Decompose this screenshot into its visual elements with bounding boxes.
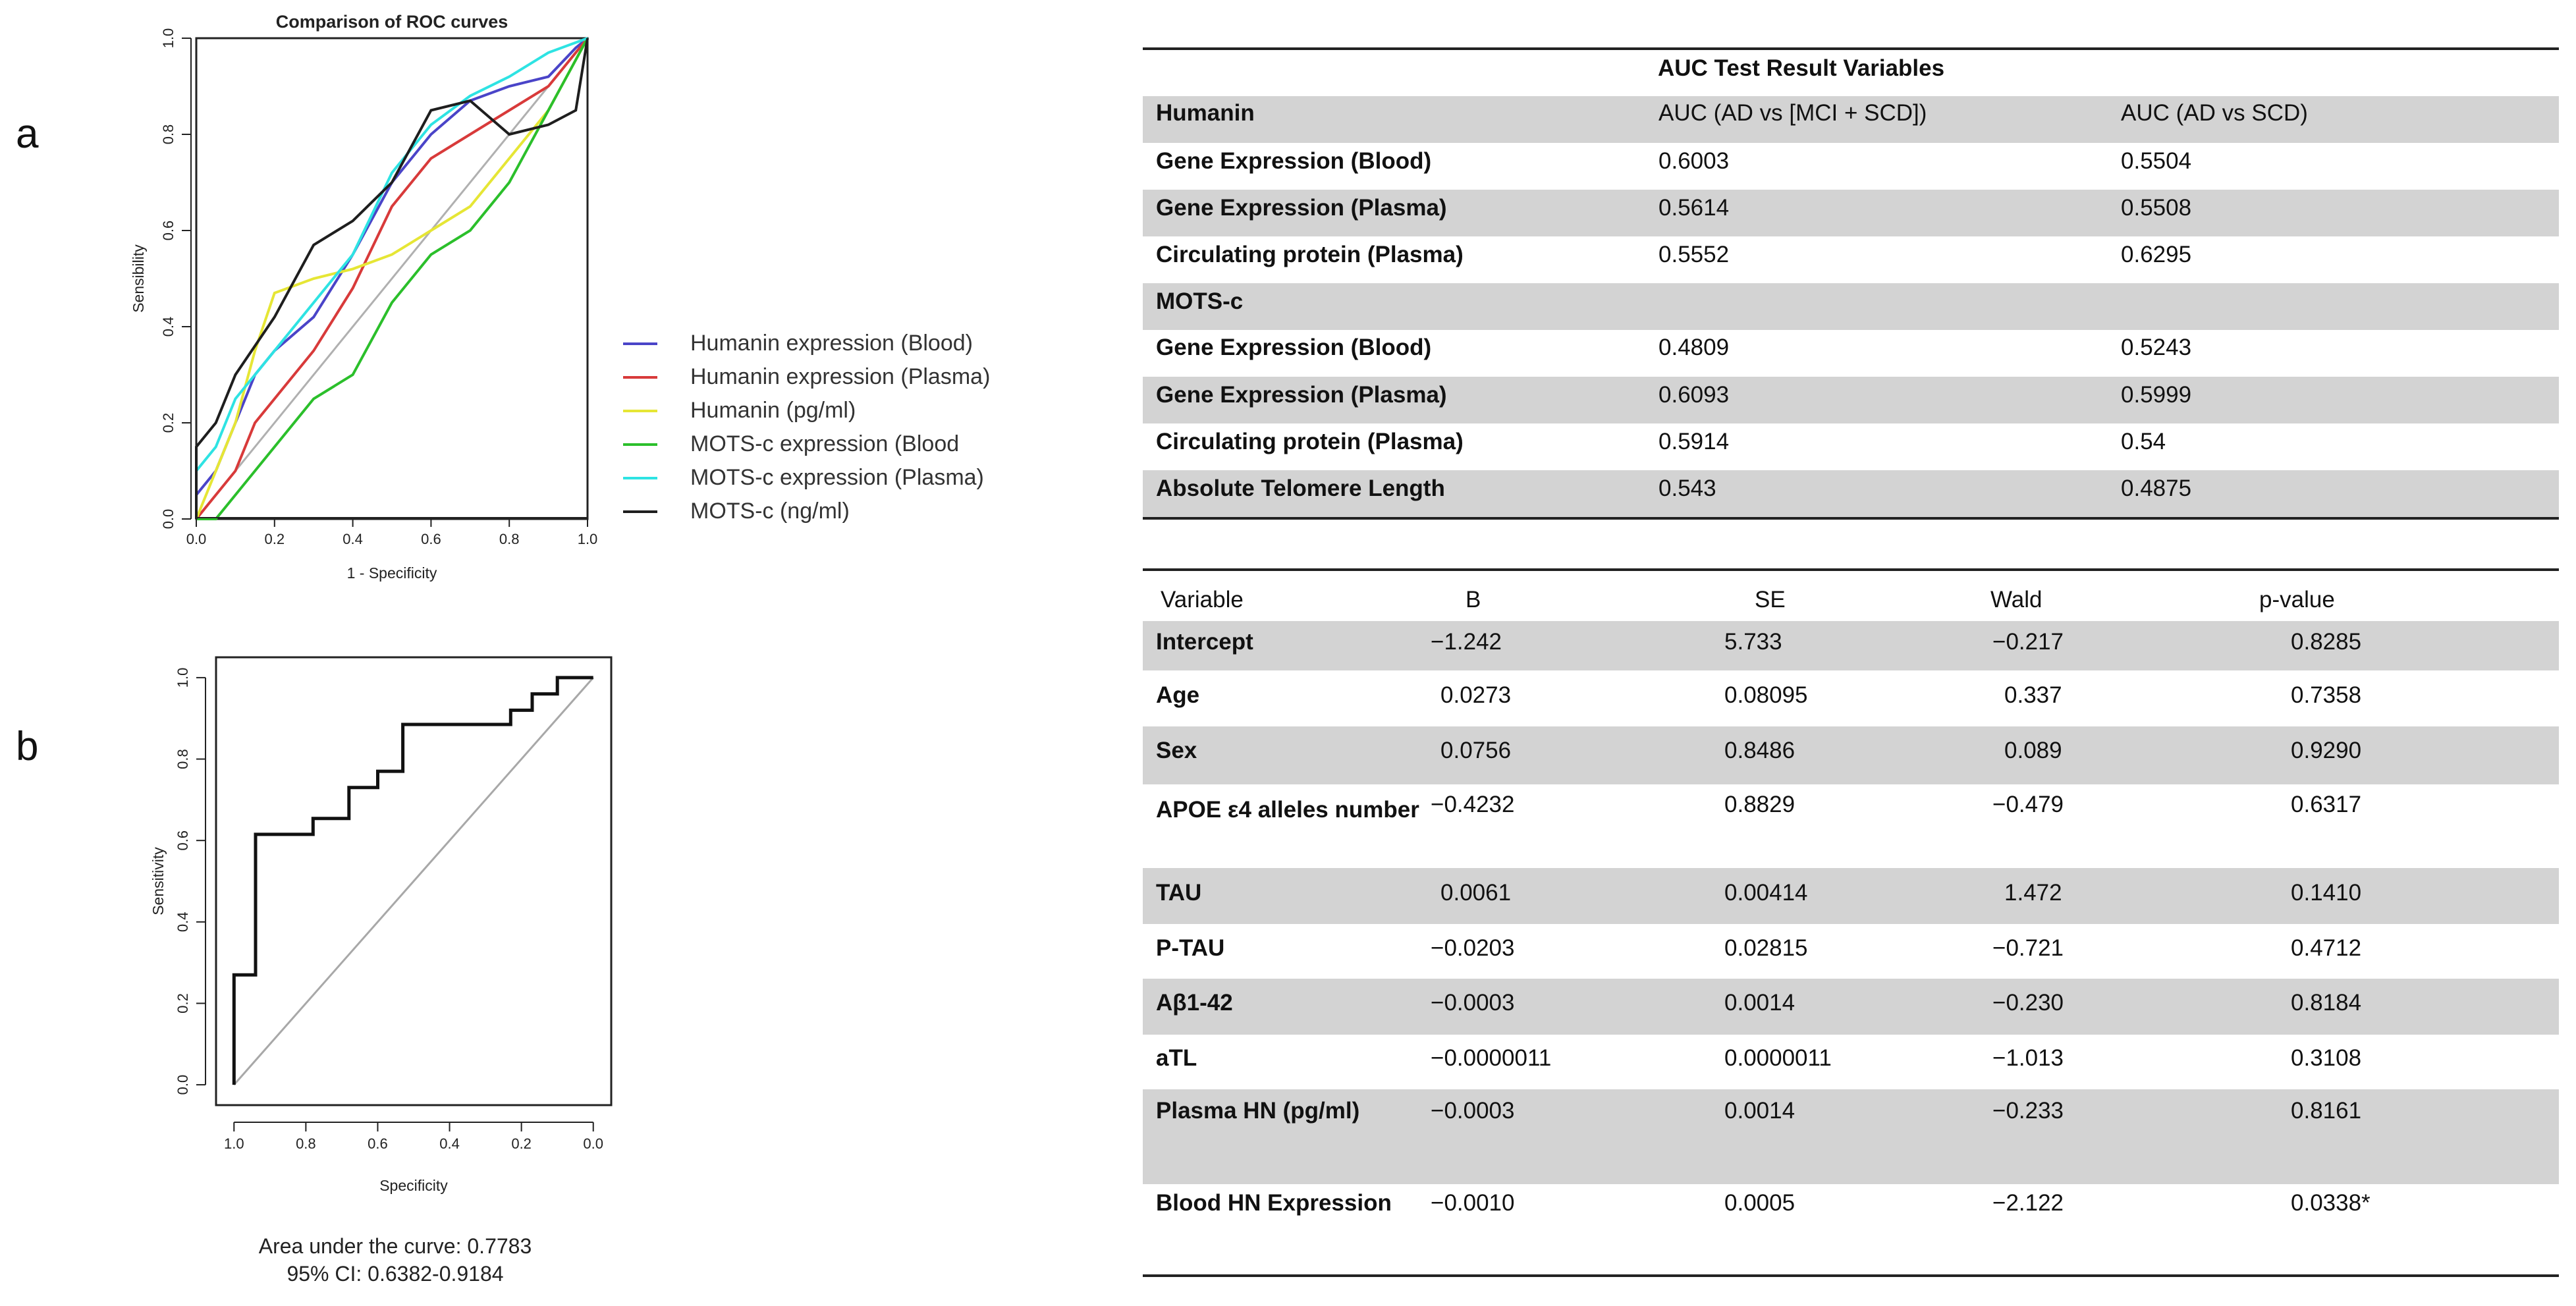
auc-row-value: 0.5508 bbox=[2121, 195, 2192, 221]
reg-row-variable: Age bbox=[1156, 682, 1200, 708]
legend-item bbox=[619, 496, 1093, 530]
y-tick-label: 0.4 bbox=[159, 316, 177, 337]
y-tick-label: 0.0 bbox=[174, 1074, 191, 1095]
auc-row-value: 0.6093 bbox=[1658, 382, 1730, 408]
reg-row-wald: −0.721 bbox=[1992, 935, 2064, 961]
reg-row-variable: Aβ1-42 bbox=[1156, 990, 1233, 1016]
reg-row-pvalue: 0.8161 bbox=[2291, 1098, 2362, 1124]
x-tick-label: 0.6 bbox=[368, 1135, 388, 1152]
reg-row-b: −1.242 bbox=[1431, 629, 1502, 655]
auc-row-label: Gene Expression (Blood) bbox=[1156, 335, 1432, 360]
legend-label: MOTS-c (ng/ml) bbox=[690, 499, 850, 524]
legend-label: MOTS-c expression (Blood bbox=[690, 431, 960, 456]
auc-table-bottom-rule bbox=[1143, 517, 2559, 520]
legend-swatch bbox=[623, 342, 657, 345]
auc-row-band bbox=[1143, 283, 2559, 330]
reg-row-variable: Intercept bbox=[1156, 629, 1253, 655]
legend-item bbox=[619, 395, 1093, 429]
reg-header-se: SE bbox=[1755, 587, 1786, 612]
reg-table-top-rule bbox=[1143, 568, 2559, 571]
auc-row-value: 0.54 bbox=[2121, 429, 2166, 454]
ci-caption: 95% CI: 0.6382-0.9184 bbox=[287, 1262, 504, 1286]
x-tick-label: 0.8 bbox=[296, 1135, 316, 1152]
reg-row-b: 0.0756 bbox=[1440, 738, 1512, 763]
y-tick-label: 0.6 bbox=[174, 830, 191, 851]
reg-row-pvalue: 0.4712 bbox=[2291, 935, 2362, 961]
reg-row-b: 0.0061 bbox=[1440, 880, 1512, 906]
reg-row-se: 0.00414 bbox=[1724, 880, 1808, 906]
reg-row-pvalue: 0.0338* bbox=[2291, 1190, 2370, 1216]
reg-row-wald: 0.089 bbox=[2004, 738, 2062, 763]
reg-row-se: 0.0014 bbox=[1724, 1098, 1795, 1124]
chart-title: Comparison of ROC curves bbox=[275, 12, 508, 32]
auc-row-value: 0.4875 bbox=[2121, 476, 2192, 501]
y-tick-label: 0.0 bbox=[159, 508, 177, 530]
reg-row-b: −0.0003 bbox=[1431, 1098, 1515, 1124]
reg-row-b: −0.0000011 bbox=[1431, 1045, 1552, 1071]
panel-label-a: a bbox=[16, 111, 39, 157]
reg-row-se: 0.8829 bbox=[1724, 792, 1795, 817]
auc-row-label: Gene Expression (Plasma) bbox=[1156, 195, 1447, 221]
reg-row-se: 0.0000011 bbox=[1724, 1045, 1832, 1071]
reg-header-wald: Wald bbox=[1990, 587, 2042, 612]
y-tick-label: 0.6 bbox=[159, 220, 177, 241]
x-tick-label: 0.0 bbox=[583, 1135, 604, 1152]
reg-row-pvalue: 0.8184 bbox=[2291, 990, 2362, 1016]
legend-label: MOTS-c expression (Plasma) bbox=[690, 465, 984, 490]
x-tick-label: 0.2 bbox=[511, 1135, 532, 1152]
reg-row-variable: aTL bbox=[1156, 1045, 1197, 1071]
y-tick-label: 0.2 bbox=[159, 412, 177, 433]
reg-row-variable: Sex bbox=[1156, 738, 1197, 763]
auc-header-col2: AUC (AD vs SCD) bbox=[2121, 100, 2308, 126]
auc-row-value: 0.5614 bbox=[1658, 195, 1730, 221]
auc-row-value: 0.6003 bbox=[1658, 148, 1730, 174]
reg-row-wald: −1.013 bbox=[1992, 1045, 2064, 1071]
legend-swatch bbox=[623, 376, 657, 379]
y-tick-label: 0.8 bbox=[174, 749, 191, 769]
reg-row-b: −0.0003 bbox=[1431, 990, 1515, 1016]
x-tick-label: 1.0 bbox=[577, 531, 598, 547]
reg-row-se: 0.08095 bbox=[1724, 682, 1808, 708]
reference-diagonal bbox=[184, 24, 599, 533]
reg-row-wald: −0.233 bbox=[1992, 1098, 2064, 1124]
auc-caption: Area under the curve: 0.7783 bbox=[258, 1234, 532, 1258]
reg-row-variable: TAU bbox=[1156, 880, 1202, 906]
x-tick-label: 0.0 bbox=[186, 531, 207, 547]
legend-swatch bbox=[623, 510, 657, 513]
legend-label: Humanin expression (Blood) bbox=[690, 331, 973, 356]
legend-swatch bbox=[623, 443, 657, 446]
auc-row-value: 0.5504 bbox=[2121, 148, 2192, 174]
x-axis-label: 1 - Specificity bbox=[346, 564, 437, 582]
reg-row-se: 0.0005 bbox=[1724, 1190, 1795, 1216]
reg-row-pvalue: 0.3108 bbox=[2291, 1045, 2362, 1071]
auc-row-label: Absolute Telomere Length bbox=[1156, 476, 1445, 501]
y-tick-label: 1.0 bbox=[174, 667, 191, 688]
legend-item bbox=[619, 429, 1093, 462]
y-axis-label: Sensitivity bbox=[150, 847, 167, 915]
reg-row-wald: −2.122 bbox=[1992, 1190, 2064, 1216]
x-tick-label: 0.4 bbox=[343, 531, 363, 547]
reg-row-se: 0.8486 bbox=[1724, 738, 1795, 763]
legend-label: Humanin expression (Plasma) bbox=[690, 364, 991, 389]
auc-table-top-rule bbox=[1143, 47, 2559, 50]
roc-single-chart bbox=[0, 619, 659, 1212]
reg-row-wald: 0.337 bbox=[2004, 682, 2062, 708]
y-tick-label: 0.2 bbox=[174, 993, 191, 1014]
reg-row-variable: Blood HN Expression bbox=[1156, 1190, 1392, 1216]
legend-item bbox=[619, 362, 1093, 395]
reg-row-wald: −0.479 bbox=[1992, 792, 2064, 817]
y-tick-label: 0.8 bbox=[159, 124, 177, 145]
auc-row-value: 0.5914 bbox=[1658, 429, 1730, 454]
reg-table-bottom-rule bbox=[1143, 1274, 2559, 1277]
reg-row-b: −0.0203 bbox=[1431, 935, 1515, 961]
x-axis-label: Specificity bbox=[379, 1177, 448, 1194]
auc-row-label: Circulating protein (Plasma) bbox=[1156, 429, 1464, 454]
reg-row-variable: Plasma HN (pg/ml) bbox=[1156, 1098, 1360, 1124]
legend-swatch bbox=[623, 477, 657, 479]
reg-row-pvalue: 0.9290 bbox=[2291, 738, 2362, 763]
auc-row-value: 0.6295 bbox=[2121, 242, 2192, 267]
reg-row-wald: 1.472 bbox=[2004, 880, 2062, 906]
reg-row-se: 0.0014 bbox=[1724, 990, 1795, 1016]
auc-row-value: 0.543 bbox=[1658, 476, 1716, 501]
reg-row-b: −0.4232 bbox=[1431, 792, 1515, 817]
reg-row-b: 0.0273 bbox=[1440, 682, 1512, 708]
reg-row-se: 5.733 bbox=[1724, 629, 1782, 655]
auc-row-label: Circulating protein (Plasma) bbox=[1156, 242, 1464, 267]
x-tick-label: 1.0 bbox=[223, 1135, 244, 1152]
auc-row-value: 0.5552 bbox=[1658, 242, 1730, 267]
roc-legend bbox=[619, 328, 1093, 530]
reg-row-pvalue: 0.6317 bbox=[2291, 792, 2362, 817]
y-tick-label: 0.4 bbox=[174, 911, 191, 933]
y-tick-label: 1.0 bbox=[159, 28, 177, 49]
auc-row-value: 0.5999 bbox=[2121, 382, 2192, 408]
reg-header-b: B bbox=[1466, 587, 1481, 612]
reg-row-pvalue: 0.1410 bbox=[2291, 880, 2362, 906]
y-axis-label: Sensibility bbox=[130, 244, 147, 313]
reg-row-se: 0.02815 bbox=[1724, 935, 1808, 961]
reg-row-pvalue: 0.7358 bbox=[2291, 682, 2362, 708]
reg-row-b: −0.0010 bbox=[1431, 1190, 1515, 1216]
reg-row-variable: P-TAU bbox=[1156, 935, 1225, 961]
x-tick-label: 0.8 bbox=[499, 531, 520, 547]
reg-row-variable: APOE ε4 alleles number bbox=[1156, 797, 1419, 823]
auc-row-value: 0.4809 bbox=[1658, 335, 1730, 360]
reg-row-pvalue: 0.8285 bbox=[2291, 629, 2362, 655]
auc-row-value: 0.5243 bbox=[2121, 335, 2192, 360]
legend-swatch bbox=[623, 410, 657, 412]
panel-label-b: b bbox=[16, 724, 39, 769]
reg-row-wald: −0.230 bbox=[1992, 990, 2064, 1016]
reg-header-pvalue: p-value bbox=[2259, 587, 2335, 612]
legend-label: Humanin (pg/ml) bbox=[690, 398, 856, 423]
auc-row-label: Gene Expression (Plasma) bbox=[1156, 382, 1447, 408]
x-tick-label: 0.6 bbox=[421, 531, 441, 547]
auc-header-variable: Humanin bbox=[1156, 100, 1255, 126]
auc-row-label: Gene Expression (Blood) bbox=[1156, 148, 1432, 174]
x-tick-label: 0.4 bbox=[439, 1135, 460, 1152]
auc-table-title: AUC Test Result Variables bbox=[1658, 55, 1945, 81]
auc-header-col1: AUC (AD vs [MCI + SCD]) bbox=[1658, 100, 1927, 126]
reg-header-variable: Variable bbox=[1161, 587, 1244, 612]
legend-item bbox=[619, 328, 1093, 362]
reference-diagonal bbox=[234, 678, 593, 1085]
reg-row-wald: −0.217 bbox=[1992, 629, 2064, 655]
x-tick-label: 0.2 bbox=[264, 531, 285, 547]
auc-section-label: MOTS-c bbox=[1156, 288, 1244, 314]
legend-item bbox=[619, 462, 1093, 496]
